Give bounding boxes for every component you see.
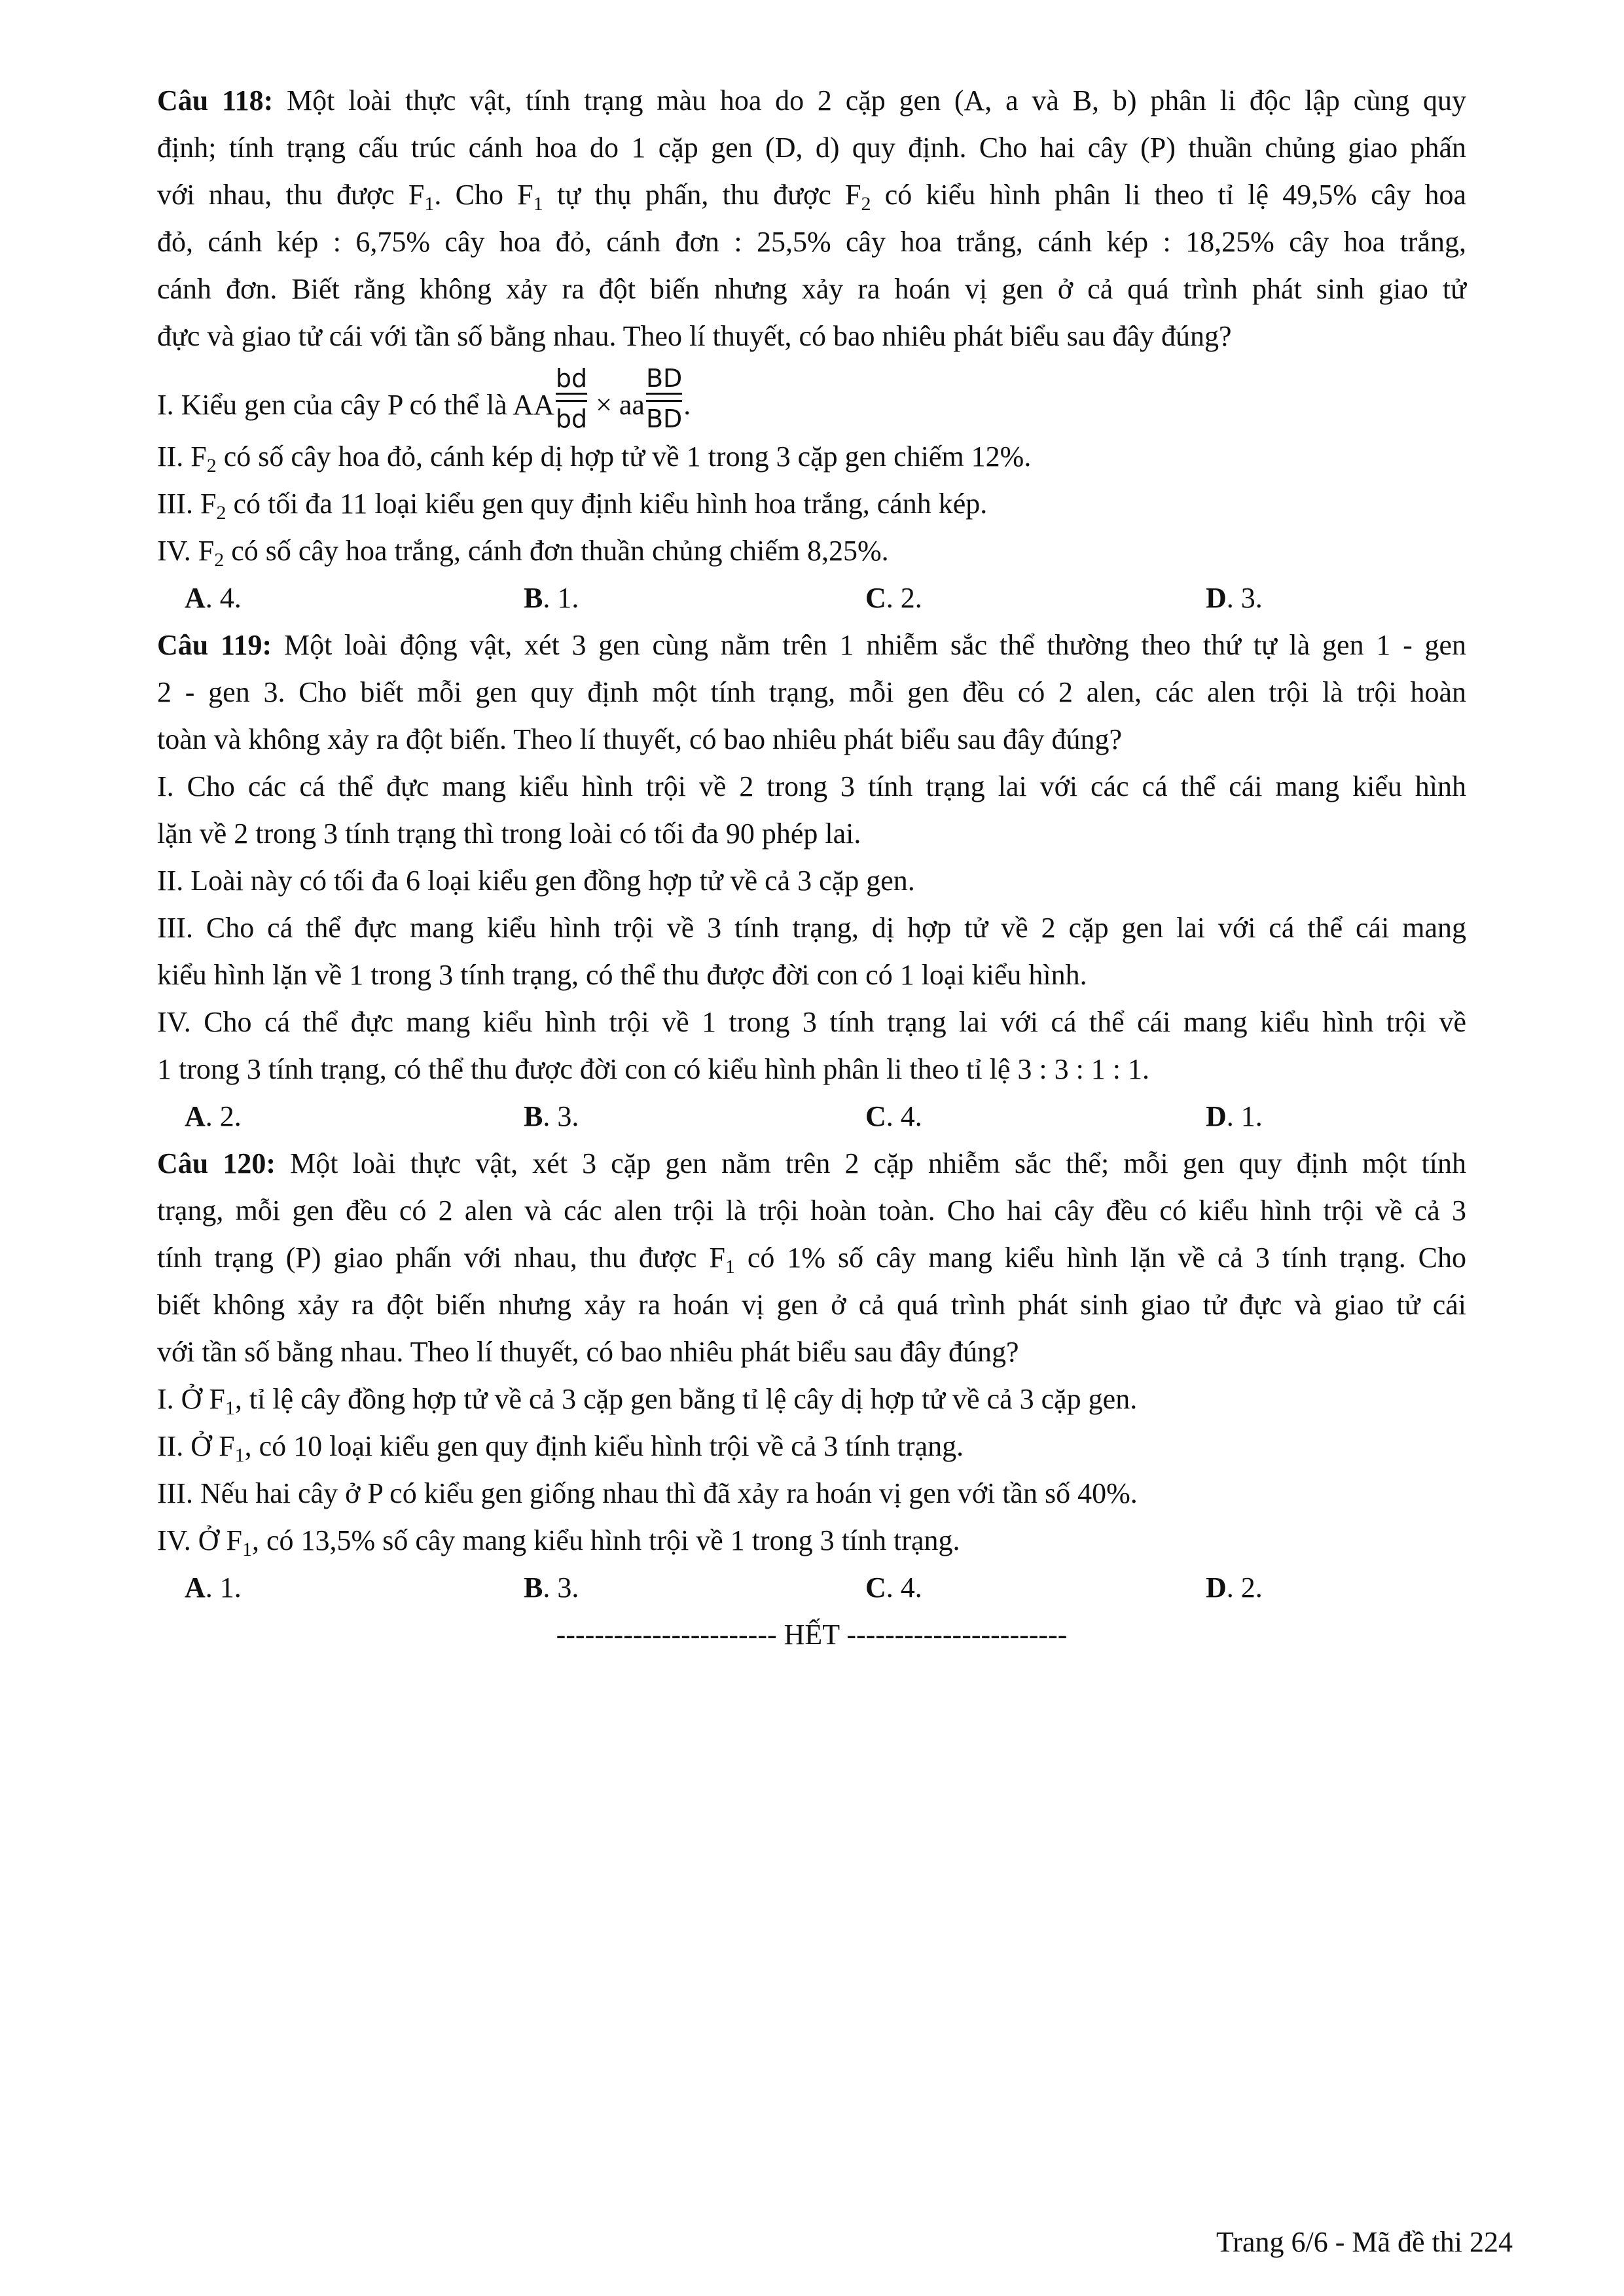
q118-option-a[interactable]: A. 4. — [185, 582, 242, 614]
q119-statement-2: II. Loài này có tối đa 6 loại kiểu gen đồng hợp tử về cả 3 cặp gen. — [157, 865, 915, 897]
q120-line-5: với tần số bằng nhau. Theo lí thuyết, có bao nhiêu phát biểu sau đây đúng? — [157, 1336, 1019, 1368]
q120-line-1: Câu 120: Một loài thực vật, xét 3 cặp gen nằm trên 2 cặp nhiễm sắc thể; mỗi gen quy định một tính — [157, 1147, 1467, 1179]
q119-option-c[interactable]: C. 4. — [865, 1100, 922, 1132]
q119-option-a[interactable]: A. 2. — [185, 1100, 242, 1132]
q119-statement-1b: lặn về 2 trong 3 tính trạng thì trong loài có tối đa 90 phép lai. — [157, 817, 861, 850]
q119-label: Câu 119: — [157, 629, 272, 661]
q118-option-d[interactable]: D. 3. — [1206, 582, 1263, 614]
q119-statement-3b: kiểu hình lặn về 1 trong 3 tính trạng, có thể thu được đời con có 1 loại kiểu hình. — [157, 959, 1087, 991]
q118-statement-1: I. Kiểu gen của cây P có thể là AA bd bd × aa BD BD . — [157, 364, 691, 433]
q119-statement-4a: IV. Cho cá thể đực mang kiểu hình trội về 1 trong 3 tính trạng lai với cá thể cái mang kiểu hình trội về — [157, 1006, 1466, 1038]
q118-line-6: đực và giao tử cái với tần số bằng nhau. Theo lí thuyết, có bao nhiêu phát biểu sau đây đúng? — [157, 320, 1232, 352]
q119-option-b[interactable]: B. 3. — [524, 1100, 579, 1132]
q120-statement-2: II. Ở $F_1$, có 10 loại kiểu gen quy định kiểu hình trội về cả 3 tính trạng. — [157, 1430, 964, 1466]
q120-statement-4: IV. Ở $F_1$, có 13,5% số cây mang kiểu hình trội về 1 trong 3 tính trạng. — [157, 1524, 960, 1560]
exam-page — [157, 77, 1466, 1659]
q118-label: Câu 118: — [157, 84, 274, 117]
q118-statement-3: III. $F_2$ có tối đa 11 loại kiểu gen quy định kiểu hình hoa trắng, cánh kép. — [157, 488, 988, 524]
q119-line-2: 2 - gen 3. Cho biết mỗi gen quy định một tính trạng, mỗi gen đều có 2 alen, các alen trội là trội hoàn — [157, 676, 1466, 708]
end-marker: ----------------------- HẾT ----------------------- — [556, 1619, 1068, 1651]
q119-line-3: toàn và không xảy ra đột biến. Theo lí thuyết, có bao nhiêu phát biểu sau đây đúng? — [157, 723, 1123, 755]
q120-statement-3: III. Nếu hai cây ở P có kiểu gen giống nhau thì đã xảy ra hoán vị gen với tần số 40%. — [157, 1477, 1138, 1509]
q118-line-5: cánh đơn. Biết rằng không xảy ra đột biến nhưng xảy ra hoán vị gen ở cả quá trình phát sinh giao tử — [157, 273, 1466, 305]
q120-statement-1: I. Ở $F_1$, tỉ lệ cây đồng hợp tử về cả 3 cặp gen bằng tỉ lệ cây dị hợp tử về cả 3 cặp gen. — [157, 1383, 1138, 1419]
q118-option-b[interactable]: B. 1. — [524, 582, 579, 614]
q118-line-4: đỏ, cánh kép : 6,75% cây hoa đỏ, cánh đơn : 25,5% cây hoa trắng, cánh kép : 18,25% cây hoa trắng, — [157, 226, 1466, 258]
q118-line-1: Câu 118: Một loài thực vật, tính trạng màu hoa do 2 cặp gen (A, a và B, b) phân li độc lập cùng quy — [157, 84, 1466, 117]
q119-statement-1a: I. Cho các cá thể đực mang kiểu hình trội về 2 trong 3 tính trạng lai với các cá thể cái mang kiểu hình — [157, 770, 1466, 802]
fraction-bd-bd: bd bd — [555, 364, 588, 433]
q120-options — [157, 1564, 1466, 1611]
q120-line-4: biết không xảy ra đột biến nhưng xảy ra hoán vị gen ở cả quá trình phát sinh giao tử đực và giao tử cái — [157, 1289, 1466, 1321]
page-footer: Trang 6/6 - Mã đề thi 224 — [1216, 2226, 1513, 2258]
q118-option-c[interactable]: C. 2. — [865, 582, 922, 614]
fraction-BD-BD: BD BD — [645, 364, 683, 433]
q119-option-d[interactable]: D. 1. — [1206, 1100, 1263, 1132]
q119-line-1: Câu 119: Một loài động vật, xét 3 gen cùng nằm trên 1 nhiễm sắc thể thường theo thứ tự là gen 1 - gen — [157, 629, 1466, 661]
q118-options — [157, 575, 1466, 622]
q120-option-b[interactable]: B. 3. — [524, 1571, 579, 1604]
q118-line-3: với nhau, thu được $F_1$. Cho $F_1$ tự thụ phấn, thu được $F_2$ có kiểu hình phân li theo tỉ lệ 49,5% cây hoa — [157, 179, 1466, 215]
q120-line-2: trạng, mỗi gen đều có 2 alen và các alen trội là trội hoàn toàn. Cho hai cây đều có kiểu hình trội về cả 3 — [157, 1194, 1466, 1227]
q119-statement-4b: 1 trong 3 tính trạng, có thể thu được đời con có kiểu hình phân li theo tỉ lệ 3 : 3 : 1 : 1. — [157, 1053, 1150, 1085]
q120-option-a[interactable]: A. 1. — [185, 1571, 242, 1604]
q119-statement-3a: III. Cho cá thể đực mang kiểu hình trội về 3 tính trạng, dị hợp tử về 2 cặp gen lai với cá thể cái mang — [157, 912, 1466, 944]
q120-line-3: tính trạng (P) giao phấn với nhau, thu được $F_1$ có 1% số cây mang kiểu hình lặn về cả 3 tính trạng. Cho — [157, 1242, 1467, 1278]
q118-statement-2: II. $F_2$ có số cây hoa đỏ, cánh kép dị hợp tử về 1 trong 3 cặp gen chiếm 12%. — [157, 440, 1032, 476]
q118-statement-4: IV. $F_2$ có số cây hoa trắng, cánh đơn thuần chủng chiếm 8,25%. — [157, 535, 889, 571]
q120-label: Câu 120: — [157, 1147, 276, 1179]
q119-options — [157, 1093, 1466, 1140]
q120-option-d[interactable]: D. 2. — [1206, 1571, 1263, 1604]
q118-line-2: định; tính trạng cấu trúc cánh hoa do 1 cặp gen (D, d) quy định. Cho hai cây (P) thuần chủng giao phấn — [157, 132, 1466, 164]
q120-option-c[interactable]: C. 4. — [865, 1571, 922, 1604]
